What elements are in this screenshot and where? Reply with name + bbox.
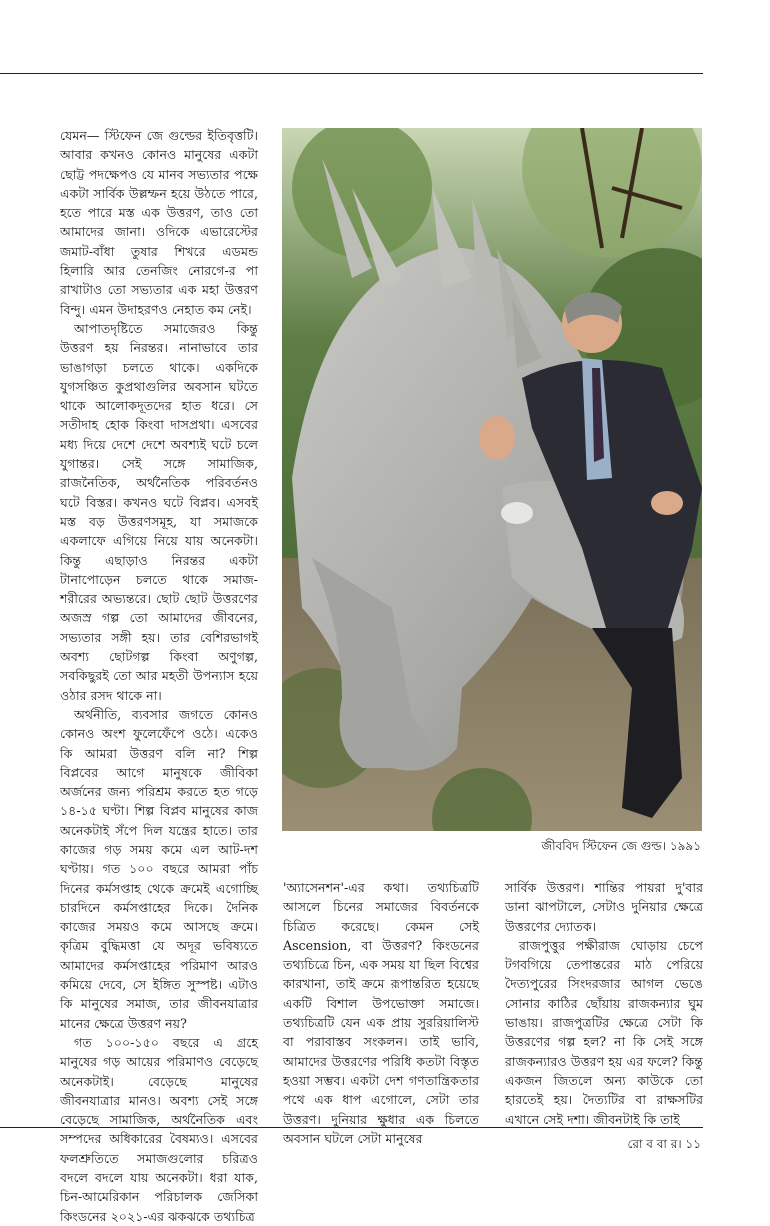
paragraph: রাজপুত্তুর পক্ষীরাজ ঘোড়ায় চেপে টগবগিয়ে তেপান্তরের মাঠ পেরিয়ে দৈত্যপুরের সিংদরজার আগল ভেঙে সোনার কাঠির ছোঁয়ায় রাজকন্যার ঘুম ভাঙায়। রাজপুত্রটির ক্ষেত্রে সেটা কি উত্তরণের গল্প হল? না কি সেই সঙ্গে রাজকন্যারও উত্তরণ হয় এর ফলে? কিন্তু একজন জিতলে অন্য কাউকে তো হারতেই হয়। দৈত্যটির বা রাক্ষসটির এখানে সেই দশা। জীবনটাই কি তাই: [505, 937, 703, 1127]
article-column-3: [505, 878, 703, 1129]
article-column-1: [60, 126, 258, 1226]
paragraph: অর্থনীতি, ব্যবসার জগতে কোনও কোনও অংশ ফুলেফেঁপে ওঠে। একেও কি আমরা উত্তরণ বলি না? শিল্প বিপ্লবের আগে মানুষকে জীবিকা অর্জনের জন্য পরিশ্রম করতে হত গড়ে ১৪-১৫ ঘণ্টা। শিল্প বিপ্লব মানুষের কাজ অনেকটাই সঁপে দিল যন্ত্রের হাতে। তার কাজের গড় সময় কমে এল আট-দশ ঘণ্টায়। গত ১০০ বছরে আমরা পাঁচ দিনের কর্মসপ্তাহ থেকে ক্রমেই এগোচ্ছি চারদিনে কর্মসপ্তাহের দিকে। দৈনিক কাজের সময়ও কমে আসছে ক্রমে। কৃত্রিম বুদ্ধিমত্তা যে অদূর ভবিষ্যতে আমাদের কর্মসপ্তাহের পরিমাণ আরও কমিয়ে দেবে, সে ইঙ্গিত সুস্পষ্ট। এটাও কি মানুষের সমাজ, তার জীবনযাত্রার মানের ক্ষেত্রে উত্তরণ নয়?: [60, 706, 258, 1031]
paragraph: যেমন— স্টিফেন জে গুল্ডের ইতিবৃত্তটি। আবার কখনও কোনও মানুষের একটা ছোট্ট পদক্ষেপও যে মানব সভ্যতার পক্ষে একটা সার্বিক উল্লম্ফন হয়ে উঠতে পারে, হতে পারে মস্ত এক উত্তরণ, তাও তো আমাদের জানা। ওদিকে এভারেস্টের জমাট-বাঁধা তুষার শিখরে এডমন্ড হিলারি আর তেনজিং নোরগে-র পা রাখাটাও তো সভ্যতার এক মহা উত্তরণ বিন্দু। এমন উদাহরণও নেহাত কম নেই।: [60, 128, 258, 317]
photo-gould-with-dinosaur: [282, 128, 702, 831]
paragraph: আপাতদৃষ্টিতে সমাজেরও কিন্তু উত্তরণ হয় নিরন্তর। নানাভাবে তার ভাঙাগড়া চলতে থাকে। একদিকে যুগসঞ্চিত কুপ্রথাগুলির অবসান ঘটতে থাকে আলোকদূতদের হাত ধরে। সে সতীদাহ হোক কিংবা দাসপ্রথা। এসবের মধ্য দিয়ে দেশে দেশে অবশ্যই ঘটে চলে যুগান্তর। সেই সঙ্গে সামাজিক, রাজনৈতিক, অর্থনৈতিক পরিবর্তনও ঘটে বিস্তর। কখনও ঘটে বিপ্লব। এসবই মস্ত বড় উত্তরণসমূহ, যা সমাজকে একলাফে এগিয়ে নিয়ে যায় অনেকটা। কিন্তু এছাড়াও নিরন্তর একটা টানাপোড়েন চলতে থাকে সমাজ-শরীরের অভ্যন্তরে। ছোট ছোট উত্তরণের অজস্র গল্প তো আমাদের জীবনের, সভ্যতার সঙ্গী হয়। তার বেশিরভাগই অবশ্য ছোটগল্প কিংবা অণুগল্প, সবকিছুরই তো আর মহতী উপন্যাস হয়ে ওঠার রসদ থাকে না।: [60, 320, 258, 703]
page-footer: রো ব বা র। ১১: [627, 1137, 701, 1151]
photo-illustration: [282, 128, 702, 831]
bottom-rule: [0, 1127, 703, 1128]
article-column-2: [283, 878, 479, 1148]
paragraph: গত ১০০-১৫০ বছরে এ গ্রহে মানুষের গড় আয়ের পরিমাণও বেড়েছে অনেকটাই। বেড়েছে মানুষের জীবনযাত্রার মানও। অবশ্য সেই সঙ্গে বেড়েছে সামাজিক, অর্থনৈতিক এবং সম্পদের অধিকারের বৈষম্যও। এসবের ফলশ্রুতিতে সমাজগুলোর চরিত্রও বদলে বদলে যায় অনেকটা। ধরা যাক, চিন-আমেরিকান পরিচালক জেসিকা কিংডনের ২০২১-এর ঝকঝকে তথ্যচিত্র: [60, 1034, 258, 1224]
photo-caption: জীববিদ স্টিফেন জে গুল্ড। ১৯৯১: [541, 839, 701, 853]
paragraph: 'অ্যাসেনশন'-এর কথা। তথ্যচিত্রটি আসলে চিনের সমাজের বিবর্তনকে চিত্রিত করেছে। কেমন সেই Ascension, বা উত্তরণ? কিংডনের তথ্যচিত্রে চিন, এক সময় যা ছিল বিশ্বের কারখানা, তাই ক্রমে রূপান্তরিত হয়েছে একটি বিশাল উপভোক্তা সমাজে। তথ্যচিত্রটি যেন এক প্রায় সুররিয়ালিস্ট বা পরাবাস্তব সংকলন। তাই ভাবি, আমাদের উত্তরণের পরিধি কতটা বিস্তৃত হওয়া সম্ভব। একটা দেশ গণতান্ত্রিকতার পথে এক ধাপ এগোলে, সেটা তার উত্তরণ। দুনিয়ার ক্ষুধার এক চিলতে অবসান ঘটলে সেটা মানুষের: [283, 880, 479, 1146]
top-rule: [0, 73, 703, 74]
paragraph: সার্বিক উত্তরণ। শান্তির পায়রা দু'বার ডানা ঝাপটালে, সেটাও দুনিয়ার ক্ষেত্রে উত্তরণের দ্যোতক।: [505, 880, 703, 934]
